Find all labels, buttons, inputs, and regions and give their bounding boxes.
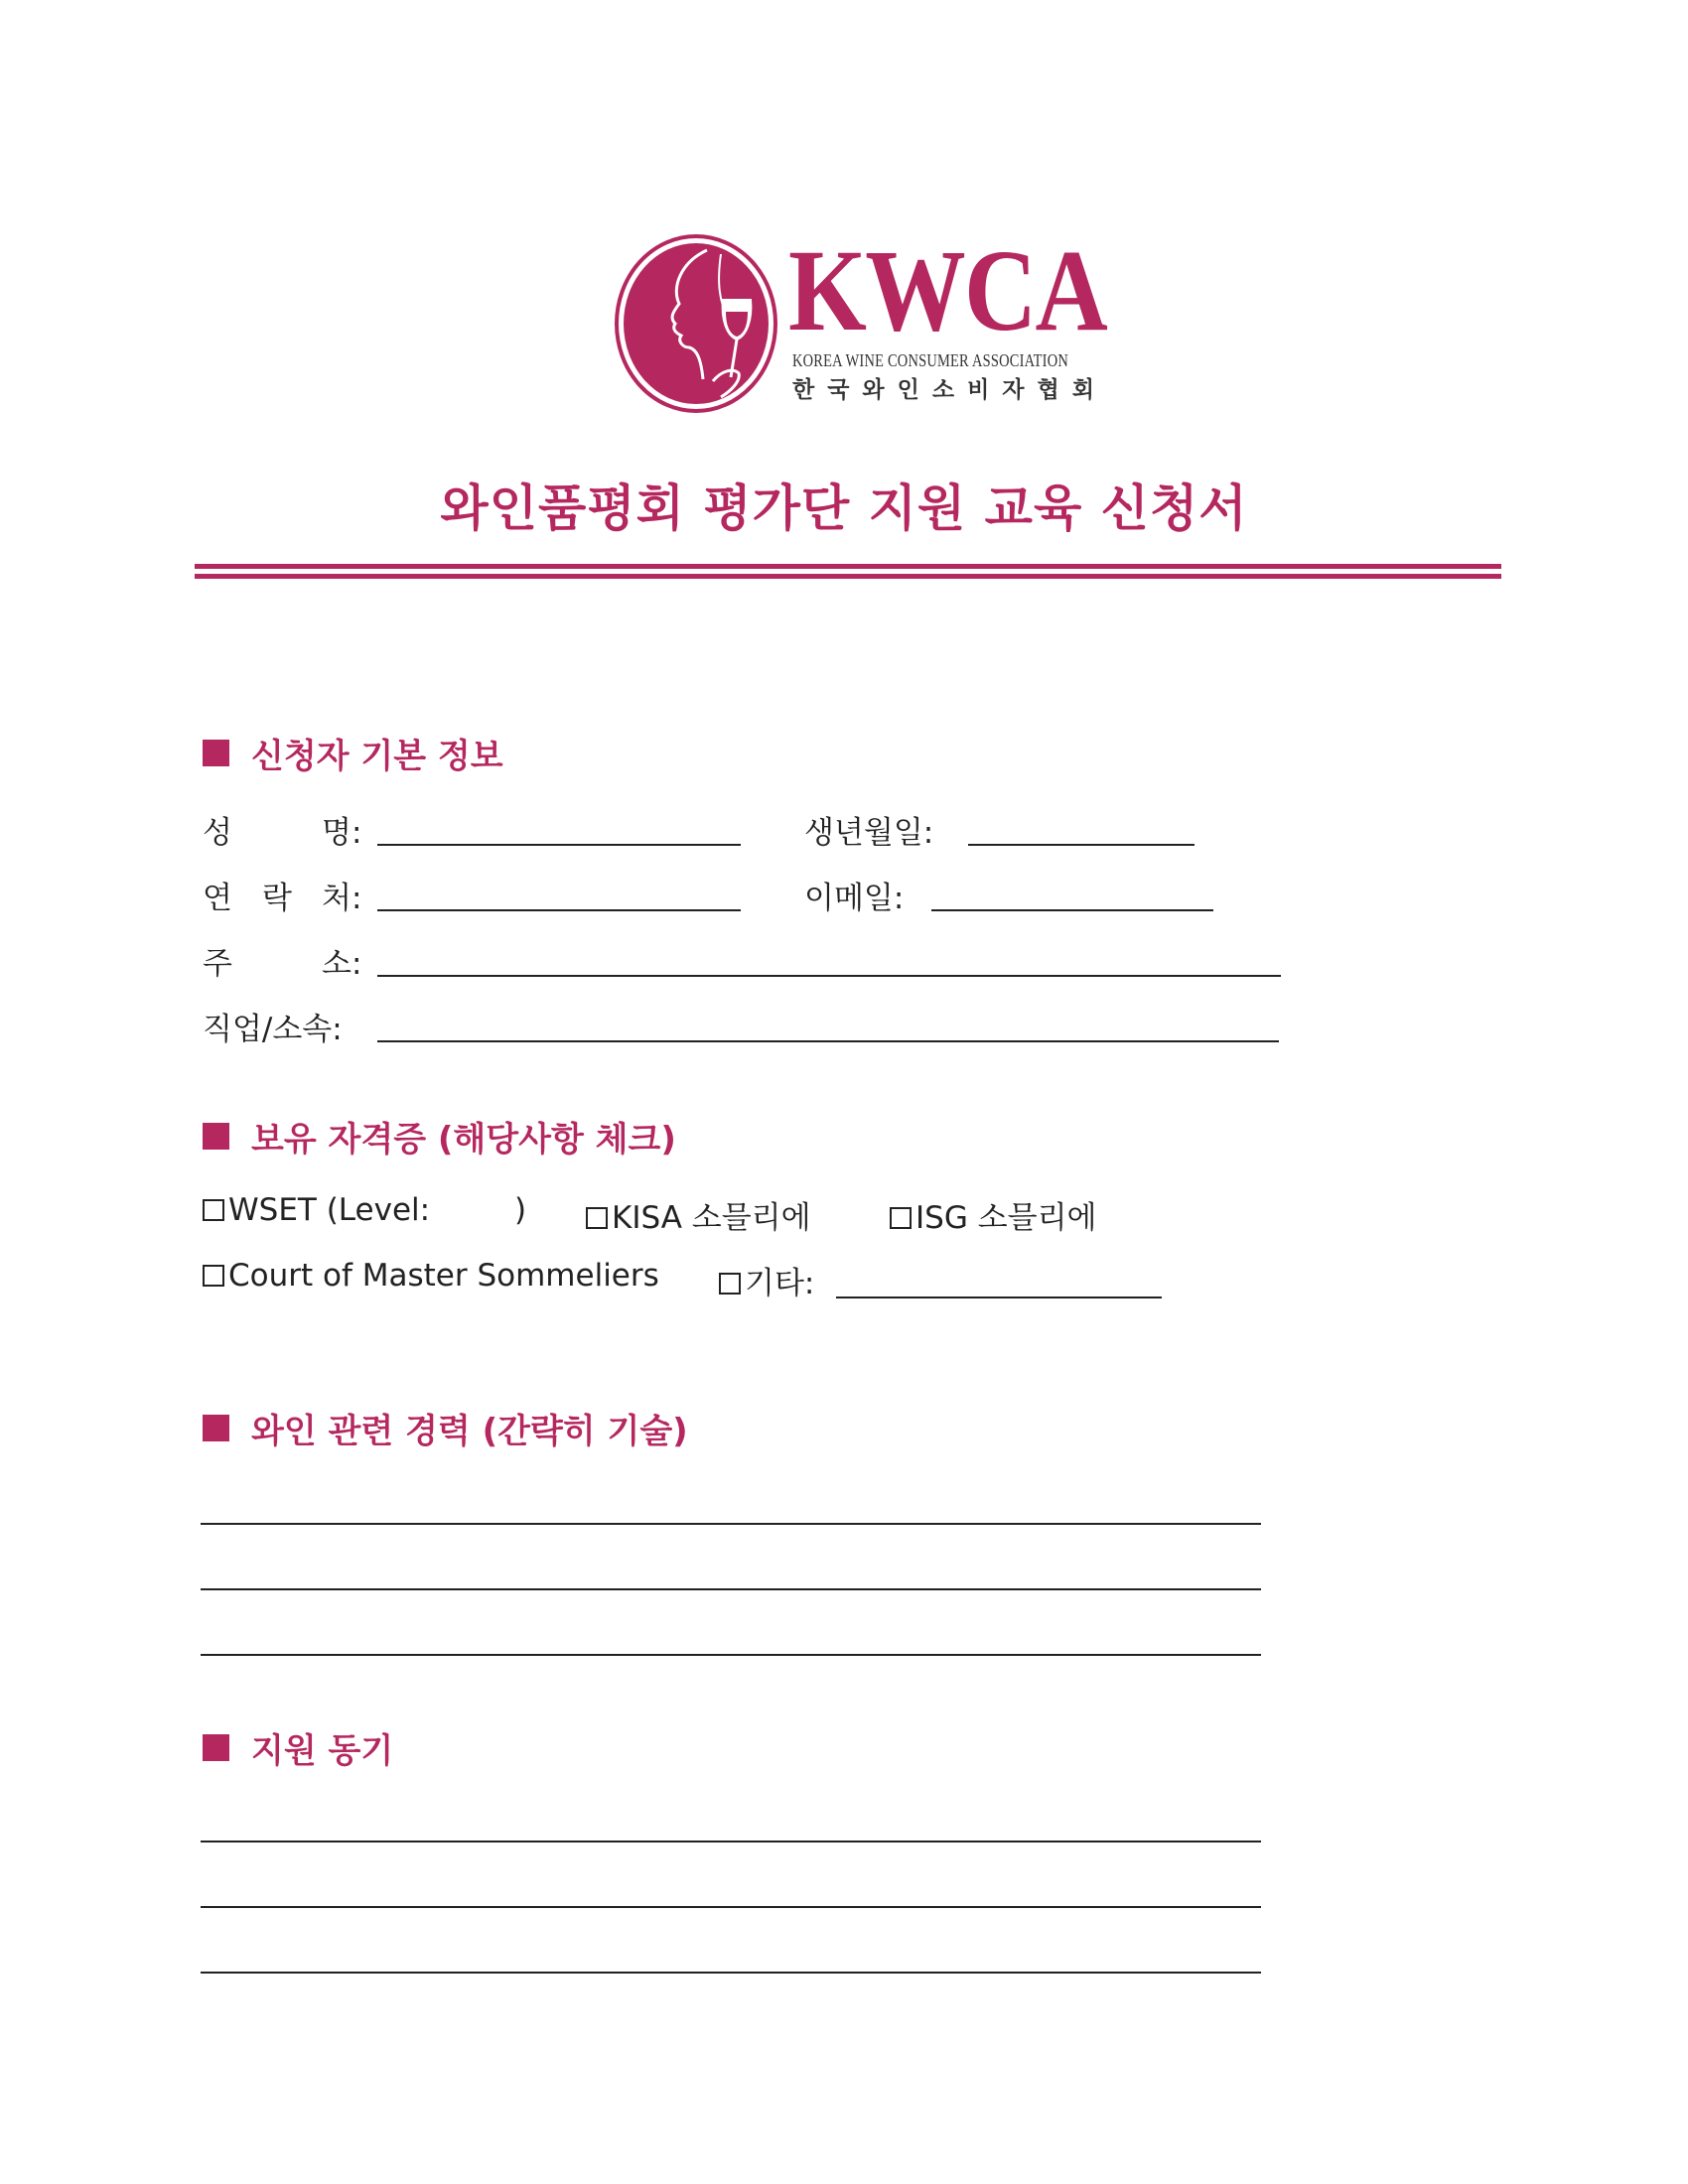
experience-line[interactable]: [201, 1654, 1261, 1656]
brand-korean-name: 한국와인소비자협회: [792, 377, 1107, 403]
name-label: 성 명:: [203, 815, 362, 851]
contact-field[interactable]: [377, 909, 741, 911]
address-field[interactable]: [377, 975, 1281, 977]
section-certifications-heading: [203, 1112, 676, 1160]
court-label: Court of Master Sommeliers: [228, 1258, 659, 1294]
court-option[interactable]: [203, 1258, 659, 1294]
woman-with-wine-glass-icon: [612, 232, 780, 421]
checkbox-icon[interactable]: [203, 1265, 224, 1287]
contact-label: 연 락 처:: [203, 881, 362, 916]
isg-label: ISG 소믈리에: [915, 1200, 1097, 1236]
square-bullet-icon: [203, 1415, 229, 1441]
checkbox-icon[interactable]: [890, 1207, 912, 1229]
square-bullet-icon: [203, 1734, 229, 1761]
checkbox-icon[interactable]: [203, 1199, 224, 1221]
birthdate-label: 생년월일:: [804, 815, 934, 851]
section-heading-text: 와인 관련 경력 (간략히 기술): [251, 1412, 688, 1451]
brand-name: KWCA: [788, 225, 1107, 355]
section-heading-text: 지원 동기: [251, 1731, 394, 1771]
experience-line[interactable]: [201, 1523, 1261, 1525]
email-field[interactable]: [931, 909, 1213, 911]
job-field[interactable]: [377, 1040, 1279, 1042]
checkbox-icon[interactable]: [586, 1207, 608, 1229]
square-bullet-icon: [203, 1123, 229, 1150]
section-heading-text: 신청자 기본 정보: [251, 737, 503, 776]
kisa-label: KISA 소믈리에: [612, 1200, 811, 1236]
kisa-option[interactable]: [586, 1192, 811, 1237]
other-field[interactable]: [836, 1297, 1162, 1298]
title-divider: [195, 564, 1501, 569]
brand-english-name: KOREA WINE CONSUMER ASSOCIATION: [792, 350, 1068, 370]
section-motivation-heading: [203, 1723, 393, 1772]
section-basic-info-heading: [203, 729, 503, 777]
other-option[interactable]: [719, 1258, 814, 1302]
wset-label: WSET (Level:: [228, 1192, 431, 1228]
section-experience-heading: [203, 1404, 688, 1452]
isg-option[interactable]: [890, 1192, 1096, 1237]
square-bullet-icon: [203, 740, 229, 766]
birthdate-field[interactable]: [968, 844, 1195, 846]
motivation-line[interactable]: [201, 1841, 1261, 1843]
motivation-line[interactable]: [201, 1972, 1261, 1974]
checkbox-icon[interactable]: [719, 1273, 741, 1295]
experience-line[interactable]: [201, 1588, 1261, 1590]
other-label: 기타:: [745, 1266, 815, 1301]
job-label: 직업/소속:: [203, 1012, 343, 1047]
address-label: 주 소:: [203, 946, 362, 982]
section-heading-text: 보유 자격증 (해당사항 체크): [251, 1120, 676, 1160]
email-label: 이메일:: [804, 881, 905, 916]
page-title: 와인품평회 평가단 지원 교육 신청서: [440, 479, 1248, 537]
wset-option[interactable]: [203, 1192, 430, 1228]
wset-close-paren: ): [514, 1192, 527, 1228]
motivation-line[interactable]: [201, 1906, 1261, 1908]
name-field[interactable]: [377, 844, 741, 846]
title-divider: [195, 574, 1501, 579]
kwca-logo: [612, 225, 1107, 421]
